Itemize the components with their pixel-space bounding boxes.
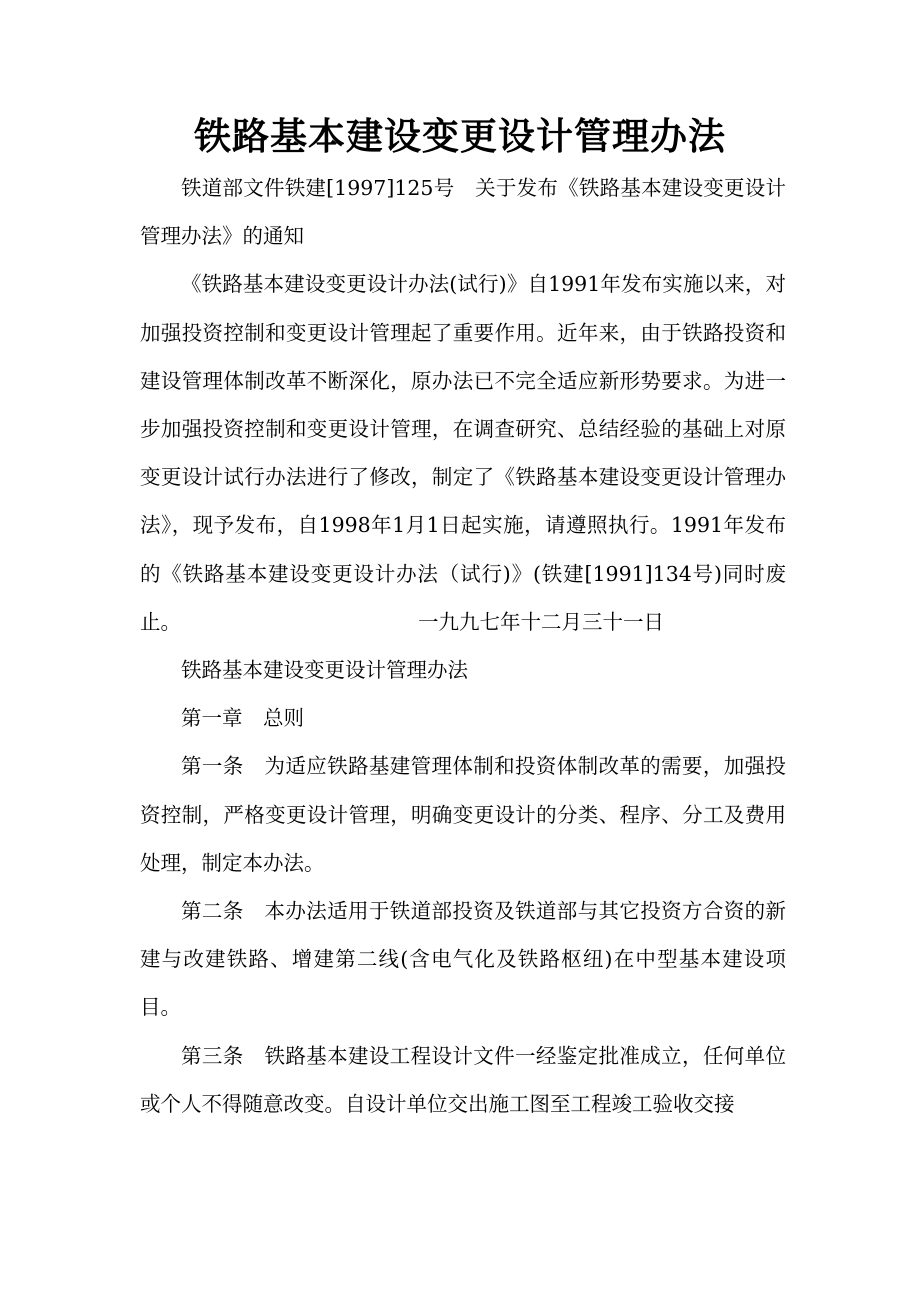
article-2: 第二条 本办法适用于铁道部投资及铁道部与其它投资方合资的新建与改建铁路、增建第二线(含电气化及铁路枢纽)在中型基本建设项目。 [140, 899, 786, 1020]
notice-body-text: 《铁路基本建设变更设计办法(试行)》自1991年发布实施以来，对加强投资控制和变更设计管理起了重要作用。近年来，由于铁路投资和建设管理体制改革不断深化，原办法已不完全适应新形势要求。为进一步加强投资控制和变更设计管理，在调查研究、总结经验的基础上对原变更设计试行办法进行了修改，制定了《铁路基本建设变更设计管理办法》，现予发布，自1998年1月1日起实施，请遵照执行。1991年发布的《铁路基本建设变更设计办法（试行)》(铁建[1991]134号)同时废止。 [140, 272, 786, 634]
article-1: 第一条 为适应铁路基建管理体制和投资体制改革的需要，加强投资控制，严格变更设计管理，明确变更设计的分类、程序、分工及费用处理，制定本办法。 [140, 754, 786, 875]
notice-body-paragraph [140, 260, 786, 646]
regulation-subtitle: 铁路基本建设变更设计管理办法 [181, 658, 468, 683]
chapter-heading: 第一章 总则 [181, 706, 304, 731]
notice-header: 铁道部文件铁建[1997]125号 关于发布《铁路基本建设变更设计管理办法》的通知 [140, 176, 786, 249]
document-body [140, 164, 786, 1128]
article-3: 第三条 铁路基本建设工程设计文件一经鉴定批准成立，任何单位或个人不得随意改变。自设计单位交出施工图至工程竣工验收交接 [140, 1043, 786, 1116]
document-title: 铁路基本建设变更设计管理办法 [194, 114, 726, 158]
notice-date: 一九九七年十二月三十一日 [418, 609, 664, 634]
